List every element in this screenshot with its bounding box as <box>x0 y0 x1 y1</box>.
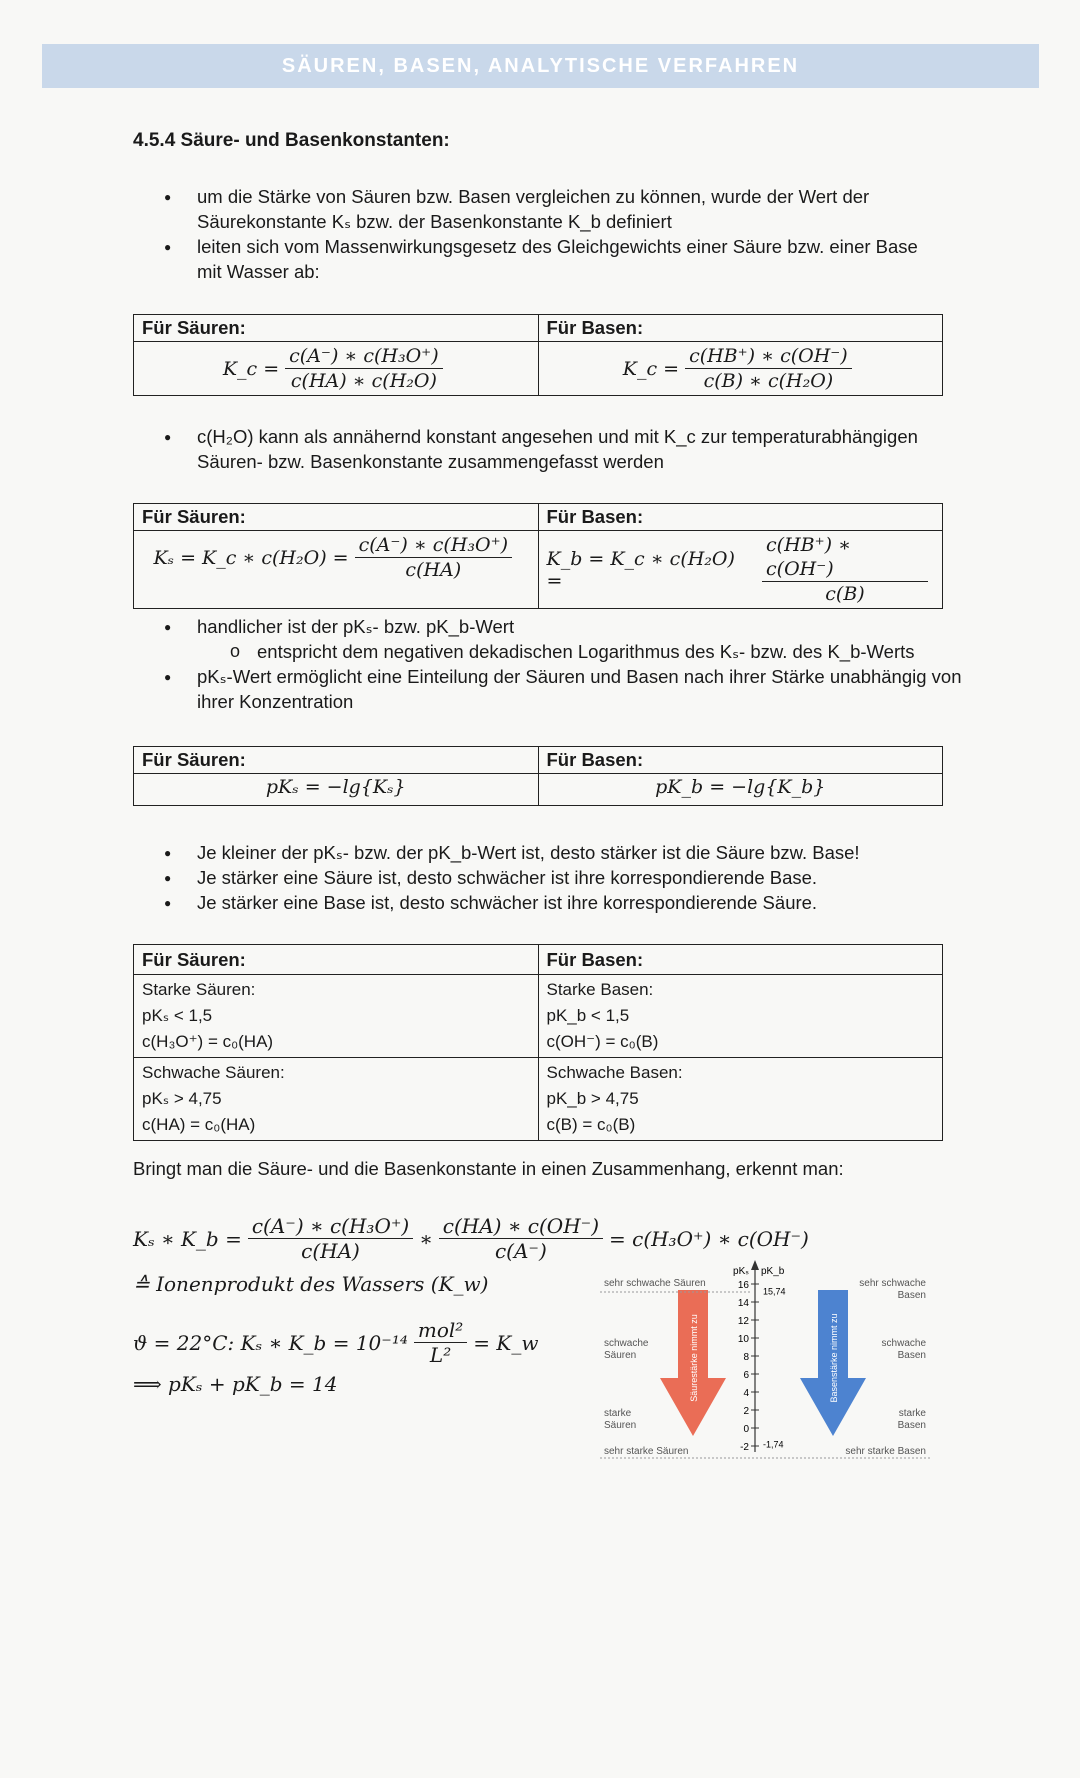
fraction-denominator: L² <box>429 1343 452 1367</box>
equation-lhs: Kₛ ∗ K_b = <box>133 1226 242 1251</box>
cell-line: pKₛ < 1,5 <box>142 1006 213 1025</box>
mark-label-high: 15,74 <box>763 1286 786 1297</box>
page-banner: SÄUREN, BASEN, ANALYTISCHE VERFAHREN <box>42 44 1039 88</box>
axis-tick-label: 8 <box>743 1352 749 1363</box>
axis-tick-label: 12 <box>737 1316 749 1327</box>
formula-kb <box>538 531 943 609</box>
cell-line: pK_b > 4,75 <box>546 1089 639 1108</box>
cell-line: Schwache Basen: <box>546 1063 683 1082</box>
formula-kc-acid <box>134 342 539 396</box>
axis-tick-label: 6 <box>743 1370 749 1381</box>
right-label: sehr schwache Basen <box>859 1278 926 1301</box>
acid-base-strength-diagram <box>600 1258 930 1468</box>
right-label: sehr starke Basen <box>845 1446 926 1457</box>
list-item: ● Je stärker eine Säure ist, desto schwächer ist ihre korrespondierende Base. <box>133 865 963 890</box>
intro-text: Bringt man die Säure- und die Basenkonstante in einen Zusammenhang, erkennt man: <box>133 1158 844 1179</box>
bullet-list-1 <box>133 184 933 284</box>
fraction-numerator: c(A⁻) ∗ c(H₃O⁺) <box>248 1214 413 1239</box>
equation-lhs: ϑ = 22°C: Kₛ ∗ K_b = 10⁻¹⁴ <box>133 1330 408 1355</box>
axis-tick-label: 10 <box>737 1334 749 1345</box>
right-label: starke Basen <box>897 1408 926 1431</box>
cell-strong-acids <box>134 975 539 1058</box>
fraction-numerator: mol² <box>414 1318 467 1343</box>
list-item: ● um die Stärke von Säuren bzw. Basen vergleichen zu können, wurde der Wert der Säurekonstante Kₛ bzw. der Basenkonstante K_b definiert <box>133 184 933 234</box>
table-head-acids: Für Säuren: <box>134 504 539 531</box>
table-ks-kb <box>133 503 943 609</box>
section-title: 4.5.4 Säure- und Basenkonstanten: <box>133 130 450 151</box>
left-label: schwache Säuren <box>604 1338 649 1361</box>
formula-pkb <box>538 774 943 806</box>
ionenprodukt-line: ≙ Ionenprodukt des Wassers (K_w) <box>133 1272 489 1296</box>
cell-weak-bases <box>538 1058 943 1141</box>
list-subitem: o entspricht dem negativen dekadischen Logarithmus des Kₛ- bzw. des K_b-Werts <box>133 639 963 664</box>
axis-label-pkb: pK_b <box>761 1266 785 1277</box>
table-head-bases: Für Basen: <box>538 747 943 774</box>
formula-lhs: K_c = <box>222 357 280 380</box>
cell-strong-bases <box>538 975 943 1058</box>
table-strength <box>133 944 943 1141</box>
equation-sum: ⟹ pKₛ + pK_b = 14 <box>133 1372 338 1396</box>
fraction-denominator: c(HA) <box>405 559 462 581</box>
table-head-bases: Für Basen: <box>538 945 943 975</box>
cell-line: Starke Säuren: <box>142 980 256 999</box>
cell-line: Schwache Säuren: <box>142 1063 285 1082</box>
acid-arrow-label: Säurestärke nimmt zu <box>689 1314 699 1402</box>
fraction-denominator: c(A⁻) <box>494 1239 547 1263</box>
list-item: ● Je kleiner der pKₛ- bzw. der pK_b-Wert ist, desto stärker ist die Säure bzw. Base! <box>133 840 963 865</box>
axis-tick-label: 14 <box>737 1298 749 1309</box>
equation-rhs: = c(H₃O⁺) ∗ c(OH⁻) <box>609 1226 809 1251</box>
formula-ks <box>134 531 539 609</box>
bullet-list-2 <box>133 424 933 474</box>
cell-line: pKₛ > 4,75 <box>142 1089 222 1108</box>
table-head-acids: Für Säuren: <box>134 315 539 342</box>
axis-tick-label: -2 <box>740 1442 749 1453</box>
fraction-numerator: c(HB⁺) ∗ c(OH⁻) <box>685 344 852 369</box>
list-item: ● c(H₂O) kann als annähernd konstant angesehen und mit K_c zur temperaturabhängigen Säuren- bzw. Basenkonstante zusammengefasst werden <box>133 424 933 474</box>
fraction-numerator: c(A⁻) ∗ c(H₃O⁺) <box>355 533 512 558</box>
equation-ks-kb <box>133 1214 809 1263</box>
fraction-denominator: c(B) <box>825 583 865 605</box>
fraction-denominator: c(HA) <box>301 1239 360 1263</box>
bullet-list-4 <box>133 840 963 915</box>
table-mwg <box>133 314 943 396</box>
left-label: starke Säuren <box>604 1408 637 1431</box>
fraction-numerator: c(A⁻) ∗ c(H₃O⁺) <box>285 344 442 369</box>
fraction-denominator: c(B) ∗ c(H₂O) <box>703 370 834 392</box>
base-arrow-label: Basenstärke nimmt zu <box>829 1313 839 1403</box>
axis-tick-label: 2 <box>743 1406 749 1417</box>
cell-line: c(B) = c₀(B) <box>546 1115 636 1134</box>
table-head-acids: Für Säuren: <box>134 945 539 975</box>
formula-text: pK_b = −lg{K_b} <box>655 776 826 798</box>
list-item: ● leiten sich vom Massenwirkungsgesetz des Gleichgewichts einer Säure bzw. einer Base mit Wasser ab: <box>133 234 933 284</box>
table-head-acids: Für Säuren: <box>134 747 539 774</box>
fraction-denominator: c(HA) ∗ c(H₂O) <box>290 370 437 392</box>
cell-line: c(H₃O⁺) = c₀(HA) <box>142 1032 274 1051</box>
table-head-bases: Für Basen: <box>538 315 943 342</box>
cell-line: Starke Basen: <box>546 980 654 999</box>
cell-line: c(HA) = c₀(HA) <box>142 1115 256 1134</box>
axis-label-pks: pKₛ <box>733 1266 749 1277</box>
formula-lhs: K_b = K_c ∗ c(H₂O) = <box>546 547 735 592</box>
axis-tick-label: 16 <box>737 1280 749 1291</box>
axis-arrowhead <box>751 1260 759 1270</box>
left-label: sehr starke Säuren <box>604 1446 689 1457</box>
table-pk <box>133 746 943 806</box>
axis-tick-label: 0 <box>743 1424 749 1435</box>
equation-operator: ∗ <box>419 1226 433 1251</box>
formula-kc-base <box>538 342 943 396</box>
table-head-bases: Für Basen: <box>538 504 943 531</box>
list-item: ● pKₛ-Wert ermöglicht eine Einteilung der Säuren und Basen nach ihrer Stärke unabhängig von ihrer Konzentration <box>133 664 963 714</box>
fraction-numerator: c(HB⁺) ∗ c(OH⁻) <box>762 533 928 582</box>
equation-temperature <box>133 1318 538 1367</box>
equation-rhs: = K_w <box>473 1330 539 1355</box>
bullet-list-3 <box>133 614 963 714</box>
left-label: sehr schwache Säuren <box>604 1278 706 1289</box>
mark-label-low: -1,74 <box>763 1439 784 1450</box>
diagram-svg <box>600 1258 930 1468</box>
cell-line: pK_b < 1,5 <box>546 1006 630 1025</box>
axis-tick-label: 4 <box>743 1388 749 1399</box>
fraction-numerator: c(HA) ∗ c(OH⁻) <box>439 1214 603 1239</box>
formula-text: pKₛ = −lg{Kₛ} <box>265 776 406 798</box>
cell-line: c(OH⁻) = c₀(B) <box>546 1032 659 1051</box>
formula-lhs: K_c = <box>622 357 680 380</box>
cell-weak-acids <box>134 1058 539 1141</box>
right-label: schwache Basen <box>881 1338 926 1361</box>
formula-lhs: Kₛ = K_c ∗ c(H₂O) = <box>153 546 349 569</box>
list-item: ● Je stärker eine Base ist, desto schwächer ist ihre korrespondierende Säure. <box>133 890 963 915</box>
list-item: ● handlicher ist der pKₛ- bzw. pK_b-Wert <box>133 614 963 639</box>
formula-pks <box>134 774 539 806</box>
